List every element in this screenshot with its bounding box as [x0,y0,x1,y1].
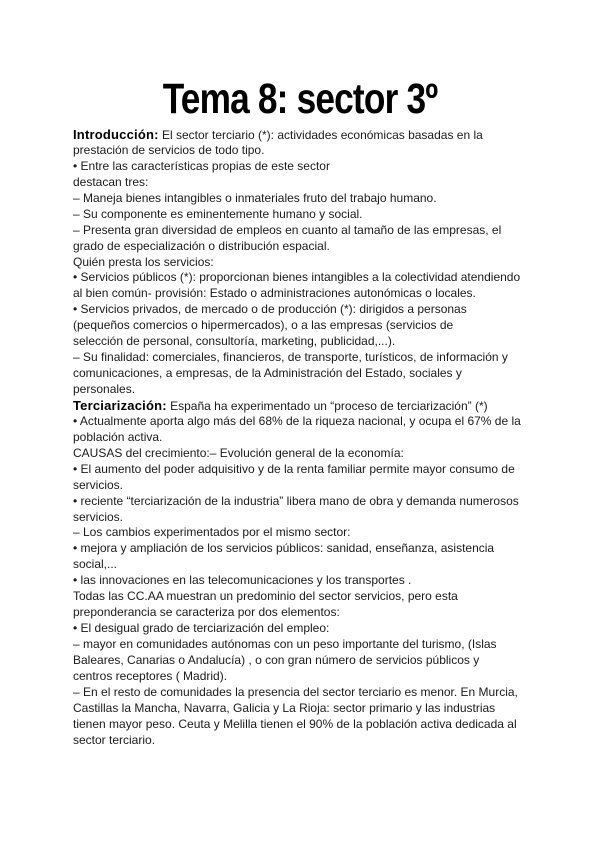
text-line: • las innovaciones en las telecomunicaciones y los transportes . [73,573,412,588]
text-line: personales. [73,382,136,396]
text-line: preponderancia se caracteriza por dos elementos: [73,605,340,620]
text-line: • mejora y ampliación de los servicios públicos: sanidad, enseñanza, asistencia [73,541,495,556]
text-line: Todas las CC.AA muestran un predominio del sector servicios, pero esta [73,589,458,604]
text-line: • Servicios privados, de mercado o de producción (*): dirigidos a personas [73,302,467,317]
terc-line [73,398,533,414]
text-line: Castillas la Mancha, Navarra, Galicia y La Rioja: sector primario y las industrias [73,700,496,715]
intro-first-text: El sector terciario (*): actividades económicas basadas en la [158,128,483,142]
text-line: • reciente “terciarización de la industria” libera mano de obra y demanda numerosos [73,493,519,508]
text-line: selección de personal, consultoría, marketing, publicidad,...). [73,334,396,349]
text-line: al bien común- provisión: Estado o administraciones autonómicas o locales. [73,286,476,301]
intro-line [73,127,533,143]
text-line: CAUSAS del crecimiento:– Evolución general de la economía: [73,445,404,460]
document-body [73,127,533,749]
text-line: centros receptores ( Madrid). [73,668,228,683]
text-line: Quién presta los servicios: [73,254,214,269]
text-line: destacan tres: [73,174,149,189]
text-line: población activa. [73,429,163,444]
text-line: prestación de servicios de todo tipo. [73,142,265,157]
text-line: • El desigual grado de terciarización del empleo: [73,621,330,636]
text-line: social,... [73,557,118,572]
text-line: tienen mayor peso. Ceuta y Melilla tienen el 90% de la población activa dedicada al [73,716,517,731]
text-line: • El aumento del poder adquisitivo y de la renta familiar permite mayor consumo de [73,461,515,476]
page-title: Tema 8: sector 3º [162,75,438,123]
text-line: – Los cambios experimentados por el mismo sector: [73,525,351,540]
text-line: sector terciario. [73,732,156,747]
text-line: (pequeños comercios o hipermercados), o a las empresas (servicios de [73,318,454,333]
text-line: • Entre las características propias de este sector [73,158,330,173]
text-line: – En el resto de comunidades la presencia del sector terciario es menor. En Murcia, [73,684,518,699]
text-line: comunicaciones, a empresas, de la Administración del Estado, sociales y [73,366,462,381]
text-line: servicios. [73,509,124,524]
text-line: • Actualmente aporta algo más del 68% de la riqueza nacional, y ocupa el 67% de la [73,413,521,428]
intro-heading: Introducción: [73,127,159,142]
text-line: – Maneja bienes intangibles o inmateriales fruto del trabajo humano. [73,190,437,205]
text-line: Baleares, Canarias o Andalucía) , o con gran número de servicios públicos y [73,652,480,667]
terc-first-text: España ha experimentado un “proceso de terciarización” (*) [166,398,488,413]
text-line: grado de especialización o distribución espacial. [73,238,330,253]
text-line: • Servicios públicos (*): proporcionan bienes intangibles a la colectividad atendiendo [73,270,521,285]
text-line: – Su finalidad: comerciales, financieros, de transporte, turísticos, de información y [73,350,508,365]
text-line: – Presenta gran diversidad de empleos en cuanto al tamaño de las empresas, el [73,222,502,237]
text-line: – mayor en comunidades autónomas con un peso importante del turismo, (Islas [73,637,497,651]
terc-heading: Terciarización: [73,397,167,413]
text-line: servicios. [73,477,124,492]
text-line: – Su componente es eminentemente humano y social. [73,206,363,221]
